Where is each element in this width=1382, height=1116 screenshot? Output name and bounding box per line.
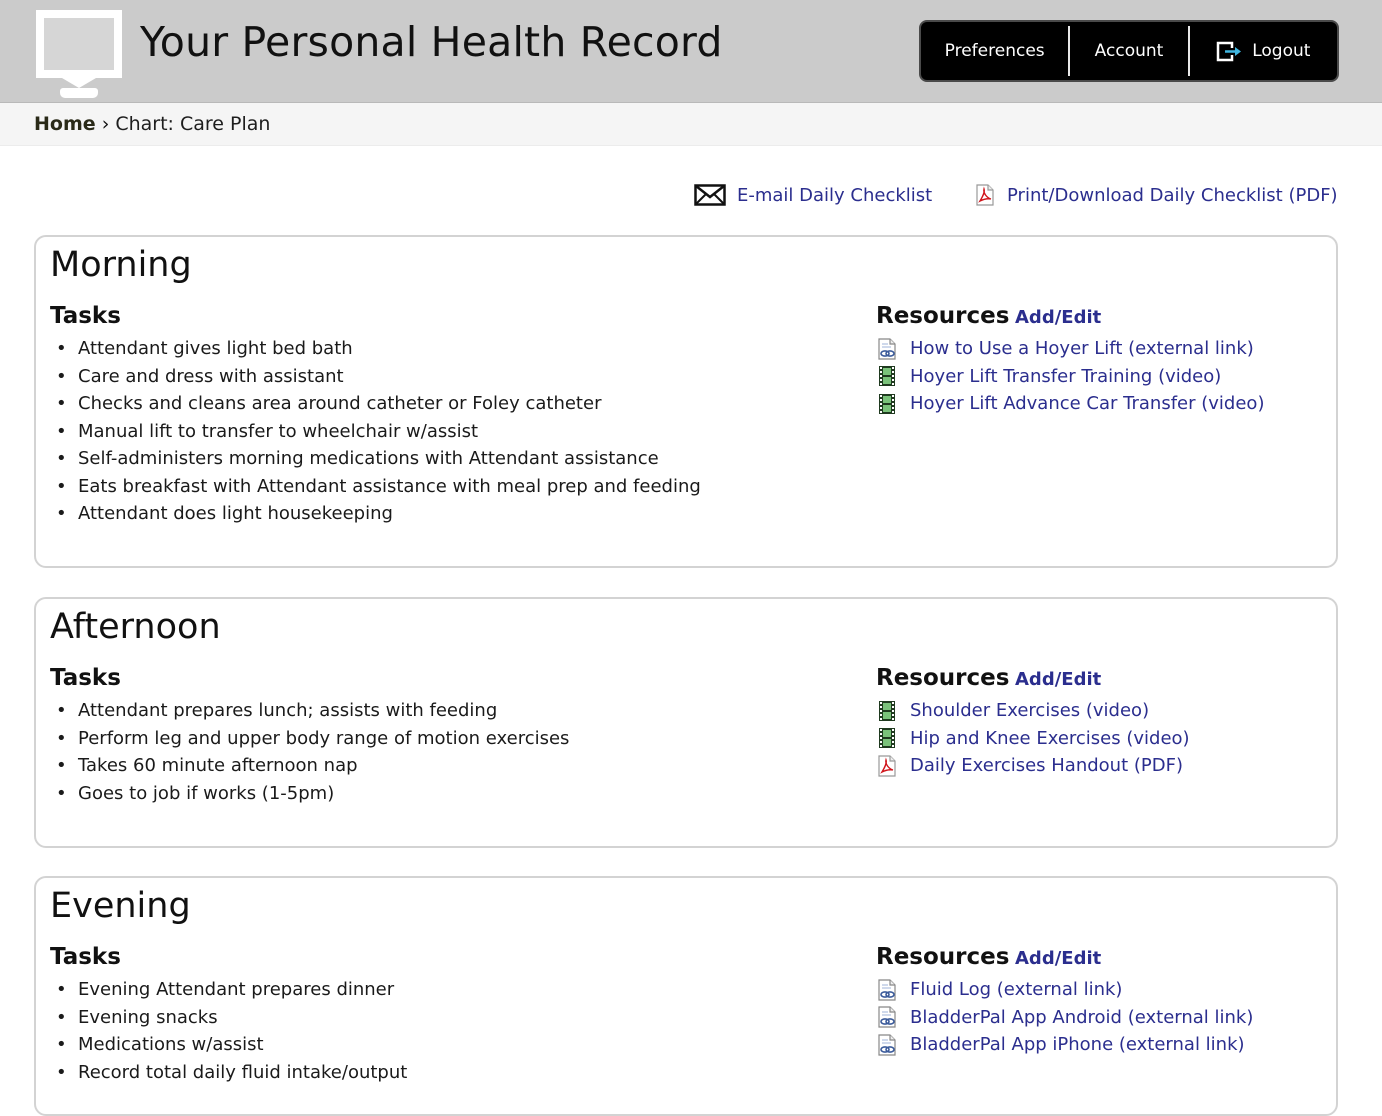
external-link-icon bbox=[876, 338, 898, 360]
task-item: • Medications w/assist bbox=[50, 1031, 407, 1059]
task-item: • Goes to job if works (1-5pm) bbox=[50, 780, 569, 808]
resource-label: Daily Exercises Handout (PDF) bbox=[910, 755, 1183, 776]
task-item: • Eats breakfast with Attendant assistance with meal prep and feeding bbox=[50, 473, 701, 501]
task-item: • Care and dress with assistant bbox=[50, 363, 701, 391]
app-header bbox=[0, 0, 1382, 103]
task-item: • Takes 60 minute afternoon nap bbox=[50, 752, 569, 780]
top-navigation bbox=[919, 20, 1339, 82]
envelope-icon bbox=[694, 184, 726, 206]
resource-label: How to Use a Hoyer Lift (external link) bbox=[910, 338, 1254, 359]
video-icon bbox=[876, 700, 898, 722]
resource-list bbox=[876, 697, 1190, 780]
task-list bbox=[50, 976, 407, 1086]
resource-link[interactable] bbox=[876, 976, 1253, 1004]
task-item: • Record total daily fluid intake/output bbox=[50, 1059, 407, 1087]
resource-list bbox=[876, 976, 1253, 1059]
account-button[interactable]: Account bbox=[1094, 41, 1164, 61]
logout-icon bbox=[1216, 40, 1242, 62]
app-title: Your Personal Health Record bbox=[140, 18, 723, 66]
resource-link[interactable] bbox=[876, 363, 1264, 391]
care-plan-section-afternoon bbox=[34, 597, 1338, 848]
add-edit-resources-link[interactable]: Add/Edit bbox=[1015, 669, 1102, 690]
resource-link[interactable] bbox=[876, 1004, 1253, 1032]
external-link-icon bbox=[876, 1034, 898, 1056]
task-item: • Checks and cleans area around catheter or Foley catheter bbox=[50, 390, 701, 418]
resources-heading: Resources bbox=[876, 665, 1010, 691]
video-icon bbox=[876, 365, 898, 387]
breadcrumb bbox=[34, 113, 270, 135]
section-title: Evening bbox=[50, 886, 191, 926]
add-edit-resources-link[interactable]: Add/Edit bbox=[1015, 307, 1102, 328]
video-icon bbox=[876, 727, 898, 749]
breadcrumb-home-link[interactable]: Home bbox=[34, 113, 96, 135]
pdf-icon bbox=[876, 755, 898, 777]
monitor-logo-icon bbox=[36, 10, 122, 98]
resource-link[interactable] bbox=[876, 697, 1190, 725]
tasks-heading: Tasks bbox=[50, 944, 121, 970]
task-item: • Attendant gives light bed bath bbox=[50, 335, 701, 363]
add-edit-resources-link[interactable]: Add/Edit bbox=[1015, 948, 1102, 969]
logout-button[interactable] bbox=[1190, 26, 1337, 76]
task-item: • Evening snacks bbox=[50, 1004, 407, 1032]
task-item: • Attendant does light housekeeping bbox=[50, 500, 701, 528]
task-item: • Attendant prepares lunch; assists with feeding bbox=[50, 697, 569, 725]
task-item: • Perform leg and upper body range of motion exercises bbox=[50, 725, 569, 753]
external-link-icon bbox=[876, 1006, 898, 1028]
email-checklist-label: E-mail Daily Checklist bbox=[737, 184, 933, 206]
section-title: Morning bbox=[50, 245, 192, 285]
preferences-button[interactable]: Preferences bbox=[944, 41, 1045, 61]
resource-link[interactable] bbox=[876, 1031, 1253, 1059]
logout-label: Logout bbox=[1252, 41, 1311, 61]
print-checklist-label: Print/Download Daily Checklist (PDF) bbox=[1007, 184, 1338, 206]
resources-heading: Resources bbox=[876, 944, 1010, 970]
print-checklist-link[interactable] bbox=[975, 184, 1338, 206]
task-item: • Manual lift to transfer to wheelchair w/assist bbox=[50, 418, 701, 446]
external-link-icon bbox=[876, 979, 898, 1001]
resource-label: Fluid Log (external link) bbox=[910, 979, 1123, 1000]
resource-label: BladderPal App iPhone (external link) bbox=[910, 1034, 1245, 1055]
breadcrumb-separator: › bbox=[101, 113, 110, 135]
breadcrumb-bar bbox=[0, 103, 1382, 146]
resource-link[interactable] bbox=[876, 725, 1190, 753]
breadcrumb-current: Chart: Care Plan bbox=[115, 113, 271, 135]
resource-link[interactable] bbox=[876, 390, 1264, 418]
resource-label: Hoyer Lift Transfer Training (video) bbox=[910, 365, 1222, 387]
task-list bbox=[50, 335, 701, 528]
video-icon bbox=[876, 393, 898, 415]
section-title: Afternoon bbox=[50, 607, 221, 647]
task-list bbox=[50, 697, 569, 807]
resource-label: Shoulder Exercises (video) bbox=[910, 700, 1150, 721]
resources-heading: Resources bbox=[876, 303, 1010, 329]
tasks-heading: Tasks bbox=[50, 665, 121, 691]
resource-label: BladderPal App Android (external link) bbox=[910, 1006, 1254, 1028]
resource-link[interactable] bbox=[876, 335, 1264, 363]
pdf-icon bbox=[975, 184, 995, 206]
email-checklist-link[interactable] bbox=[694, 184, 932, 206]
resource-label: Hoyer Lift Advance Car Transfer (video) bbox=[910, 393, 1265, 414]
tasks-heading: Tasks bbox=[50, 303, 121, 329]
resource-link[interactable] bbox=[876, 752, 1190, 780]
task-item: • Evening Attendant prepares dinner bbox=[50, 976, 407, 1004]
resource-list bbox=[876, 335, 1264, 418]
task-item: • Self-administers morning medications with Attendant assistance bbox=[50, 445, 701, 473]
resource-label: Hip and Knee Exercises (video) bbox=[910, 727, 1190, 749]
care-plan-section-morning bbox=[34, 235, 1338, 568]
care-plan-section-evening bbox=[34, 876, 1338, 1116]
